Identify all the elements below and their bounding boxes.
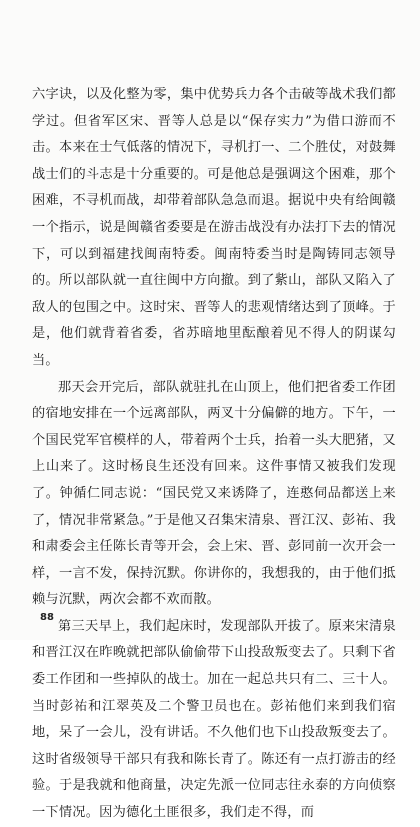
paragraph-2: 那天会开完后，部队就驻扎在山顶上，他们把省委工作团的宿地安排在一个远离部队，两叉十分偏僻的地方。下午，一个国民党军官模样的人，带着两个士兵，抬着一头大肥猪，又上山来了。这时杨良生还没有回来。这件事情又被我们发现了。钟循仁同志说：“国民党又来诱降了，连憨伺品都送上来了，情况非常紧急。”于是他又召集宋清泉、晋江汉、彭祐、我和肃委会主任陈长青等开会，会上宋、晋、彭同前一次开会一样，一言不发，保持沉默。你讲你的，我想我的，由于他们抵赖与沉默，两次会都不欢而散。 <box>32 379 396 608</box>
paragraph-1: 六字诀，以及化整为零，集中优势兵力各个击破等战术我们都学过。但省军区宋、晋等人总是以“保存实力”为借口游而不击。本来在士气低落的情况下，寻机打一、二个胜仗，对鼓舞战士们的斗志是十分重要的。可是他总是强调这个困难，那个困难，不寻机而战，却带着部队急急而退。据说中央有给闽赣一个指示，说是闽赣省委要是在游击战没有办法打下去的情况下，可以到福建找闽南特委。闽南特委当时是陶铸同志领导的。所以部队就一直往闽中方向撤。到了紫山，部队又陷入了敌人的包围之中。这时宋、晋等人的悲观情绪达到了顶峰。于是，他们就背着省委，省苏暗地里酝酿着见不得人的阴谋勾当。 <box>32 87 396 368</box>
page-number: 88 <box>40 612 54 623</box>
paragraph-3: 第三天早上，我们起床时，发现部队开拔了。原来宋清泉和晋江汉在昨晚就把部队偷偷带下山投敌叛变去了。只剩下省委工作团和一些掉队的战士。加在一起总共只有二、三十人。当时彭祐和江翠英及二个警卫员也在。彭祐他们来到我们宿地，呆了一会儿，没有讲话。不久他们也下山投敌叛变去了。这时省级领导干部只有我和陈长青了。陈还有一点打游击的经验。于是我就和他商量，决定先派一位同志往永泰的方向侦察一下情况。因为德化土匪很多，我们走不得，而 <box>32 618 396 821</box>
body-text <box>32 82 396 827</box>
